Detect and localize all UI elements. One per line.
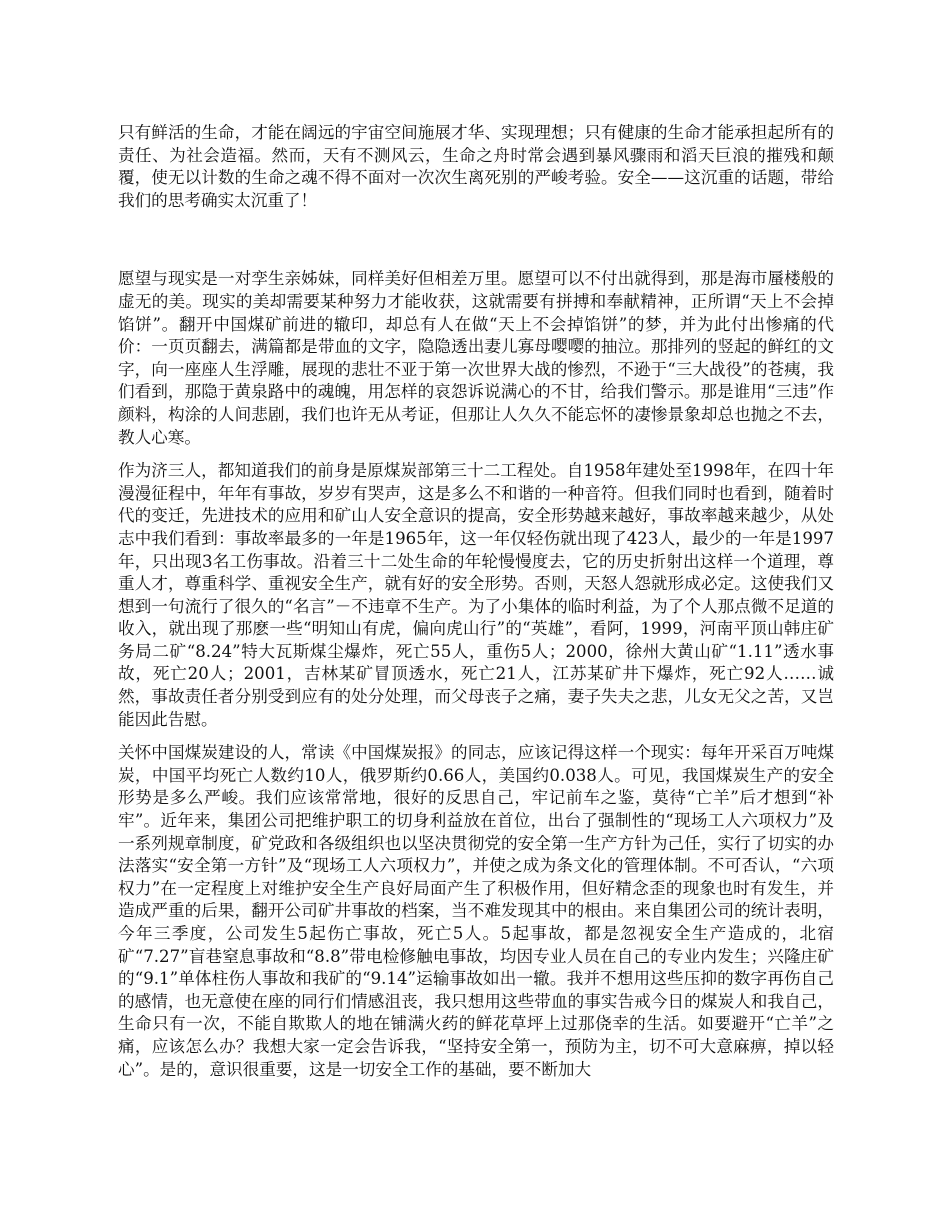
document-body xyxy=(118,122,834,1081)
paragraph-statistics: 关怀中国煤炭建设的人，常读《中国煤炭报》的同志，应该记得这样一个现实：每年开采百万吨煤炭，中国平均死亡人数约10人，俄罗斯约0.66人，美国约0.038人。可见，我国煤炭生产的安全形势是多么严峻。我们应该常常地，很好的反思自己，牢记前车之鉴，莫待“亡羊”后才想到“补牢”。近年来，集团公司把维护职工的切身利益放在首位，出台了强制性的“现场工人六项权力”及一系列规章制度，矿党政和各级组织也以坚决贯彻党的安全第一生产方针为己任，实行了切实的办法落实“安全第一方针”及“现场工人六项权力”，并使之成为条文化的管理体制。不可否认，“六项权力”在一定程度上对维护安全生产良好局面产生了积极作用，但好精念歪的现象也时有发生，并造成严重的后果，翻开公司矿井事故的档案，当不难发现其中的根由。来自集团公司的统计表明，今年三季度，公司发生5起伤亡事故，死亡5人。5起事故，都是忽视安全生产造成的，北宿矿“7.27”盲巷窒息事故和“8.8”带电检修触电事故，均因专业人员在自己的专业内发生；兴隆庄矿的“9.1”单体柱伤人事故和我矿的“9.14”运输事故如出一辙。我并不想用这些压抑的数字再伤自己的感情，也无意使在座的同行们情感沮丧，我只想用这些带血的事实告戒今日的煤炭人和我自己，生命只有一次，不能自欺欺人的地在铺满火药的鲜花草坪上过那侥幸的生活。如要避开“亡羊”之痛，应该怎么办？我想大家一定会告诉我，“坚持安全第一，预防为主，切不可大意麻痹，掉以轻心”。是的，意识很重要，这是一切安全工作的基础，要不断加大 xyxy=(118,743,834,1079)
paragraph-wish-reality: 愿望与现实是一对孪生亲姊妹，同样美好但相差万里。愿望可以不付出就得到，那是海市蜃楼般的虚无的美。现实的美却需要某种努力才能收获，这就需要有拼搏和奉献精神，正所谓“天上不会掉馅饼”。翻开中国煤矿前进的辙印，却总有人在做“天上不会掉馅饼”的梦，并为此付出惨痛的代价：一页页翻去，满篇都是带血的文字，隐隐透出妻儿寡母嘤嘤的抽泣。那排列的竖起的鲜红的文字，向一座座人生浮雕，展现的悲壮不亚于第一次世界大战的惨烈，不逊于“三大战役”的苍痍，我们看到，那隐于黄泉路中的魂魄，用怎样的哀怨诉说满心的不甘，给我们警示。那是谁用“三违”作颜料，构涂的人间悲剧，我们也许无从考证，但那让人久久不能忘怀的凄惨景象却总也抛之不去，教人心寒。 xyxy=(118,269,834,447)
paragraph-intro: 只有鲜活的生命，才能在阔远的宇宙空间施展才华、实现理想；只有健康的生命才能承担起所有的责任、为社会造福。然而，天有不测风云，生命之舟时常会遇到暴风骤雨和滔天巨浪的摧残和颠覆，使无以计数的生命之魂不得不面对一次次生离死别的严峻考验。安全——这沉重的话题，带给我们的思考确实太沉重了！ xyxy=(118,123,834,210)
paragraph-history: 作为济三人，都知道我们的前身是原煤炭部第三十二工程处。自1958年建处至1998年，在四十年漫漫征程中，年年有事故，岁岁有哭声，这是多么不和谐的一种音符。但我们同时也看到，随着时代的变迁，先进技术的应用和矿山人安全意识的提高，安全形势越来越好，事故率越来越少，从处志中我们看到：事故率最多的一年是1965年，这一年仅轻伤就出现了423人，最少的一年是1997年，只出现3名工伤事故。沿着三十二处生命的年轮慢慢度去，它的历史折射出这样一个道理，尊重人才，尊重科学、重视安全生产，就有好的安全形势。否则，天怒人怨就形成必定。这使我们又想到一句流行了很久的“名言”－不违章不生产。为了小集体的临时利益，为了个人那点微不足道的收入，就出现了那麽一些“明知山有虎，偏向虎山行”的“英雄”，看阿，1999，河南平顶山韩庄矿务局二矿“8.24”特大瓦斯煤尘爆炸，死亡55人，重伤5人；2000，徐州大黄山矿“1.11”透水事故，死亡20人；2001，吉林某矿冒顶透水，死亡21人，江苏某矿井下爆炸，死亡92人‥‥‥诚然，事故责任者分别受到应有的处分处理，而父母丧子之痛，妻子失夫之悲，儿女无父之苦，又岂能因此告慰。 xyxy=(118,461,834,729)
